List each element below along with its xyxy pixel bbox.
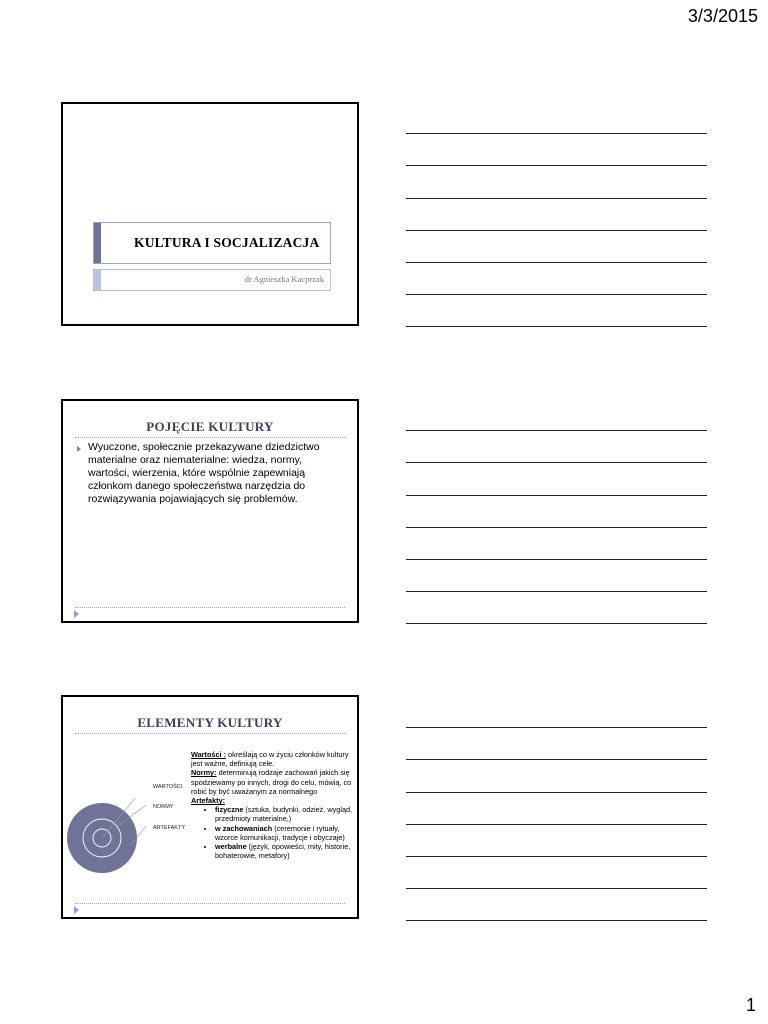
note-line (406, 294, 707, 295)
note-line (406, 133, 707, 134)
slide-1-author: dr Agnieszka Kacprzak (244, 274, 324, 284)
note-line (406, 430, 707, 431)
list-item: • werbalne (język, opowieści, mity, historie, bohaterowie, metafory) (215, 842, 353, 860)
diagram-label-wartosci: WARTOŚCI (153, 784, 183, 790)
slide-2-title: POJĘCIE KULTURY (146, 419, 274, 434)
note-line (406, 824, 707, 825)
footer-arrow-icon (74, 906, 79, 914)
heading-divider (75, 437, 345, 438)
footer-arrow-icon (74, 610, 79, 618)
slide-1-thumbnail (61, 102, 359, 326)
subtitle-accent-bar (94, 270, 101, 290)
heading-divider (75, 733, 345, 734)
list-item: • fizyczne (sztuka, budynki, odzież, wygląd, przedmioty materialne,) (215, 805, 353, 823)
normy-text: determinują rodzaje zachowań jakich się spodziewamy po innych, drogi do celu, mówią, co robić by być uważanym za normalnego (191, 768, 352, 796)
note-line (406, 462, 707, 463)
diagram-label-normy: NORMY (153, 804, 174, 810)
note-line (406, 230, 707, 231)
note-line (406, 559, 707, 560)
note-line (406, 198, 707, 199)
footer-divider (75, 903, 345, 904)
slide-1-title: KULTURA I SOCJALIZACJA (134, 235, 320, 250)
elements-description (191, 750, 353, 860)
notes-lines-1 (406, 102, 707, 326)
subtitle-box (93, 269, 331, 291)
title-accent-bar (94, 223, 101, 263)
note-line (406, 527, 707, 528)
list-item: • w zachowaniach (ceremonie i rytuały, wzorce komunikacji, tradycje i obyczaje) (215, 824, 353, 842)
artefakty-heading: Artefakty: (191, 796, 226, 806)
note-line (406, 727, 707, 728)
bullet-item (77, 441, 343, 506)
wartosci-paragraph (191, 750, 353, 768)
artefakty-list (191, 805, 353, 860)
slide-3-title: ELEMENTY KULTURY (137, 715, 283, 730)
title-box (93, 222, 331, 264)
bullet-arrow-icon (77, 446, 81, 452)
normy-paragraph (191, 768, 353, 796)
slide-2-thumbnail (61, 399, 359, 623)
diagram-label-artefakty: ARTEFAKTY (153, 825, 185, 831)
normy-label: Normy: (191, 768, 217, 778)
print-date: 3/3/2015 (687, 6, 758, 26)
footer-divider (75, 607, 345, 608)
note-line (406, 165, 707, 166)
note-line (406, 623, 707, 624)
note-line (406, 326, 707, 327)
note-line (406, 495, 707, 496)
notes-lines-3 (406, 695, 707, 921)
note-line (406, 262, 707, 263)
wartosci-text: określają co w życiu członków kultury jest ważne, definiują cele. (191, 750, 349, 769)
note-line (406, 591, 707, 592)
bullet-text: Wyuczone, społecznie przekazywane dziedzictwo materialne oraz niematerialne: wiedza, normy, wartości, wierzenia, które wspólnie zapewniają członkom danego społeczeństwa narzędzia do rozwiązywania pojawiających się problemów. (88, 441, 320, 505)
concentric-circles-diagram (66, 798, 146, 878)
wartosci-label: Wartości : (191, 750, 227, 759)
notes-lines-2 (406, 399, 707, 623)
note-line (406, 792, 707, 793)
note-line (406, 888, 707, 889)
note-line (406, 856, 707, 857)
note-line (406, 920, 707, 921)
page-number: 1 (745, 995, 756, 1015)
note-line (406, 759, 707, 760)
slide-3-thumbnail (61, 695, 359, 919)
